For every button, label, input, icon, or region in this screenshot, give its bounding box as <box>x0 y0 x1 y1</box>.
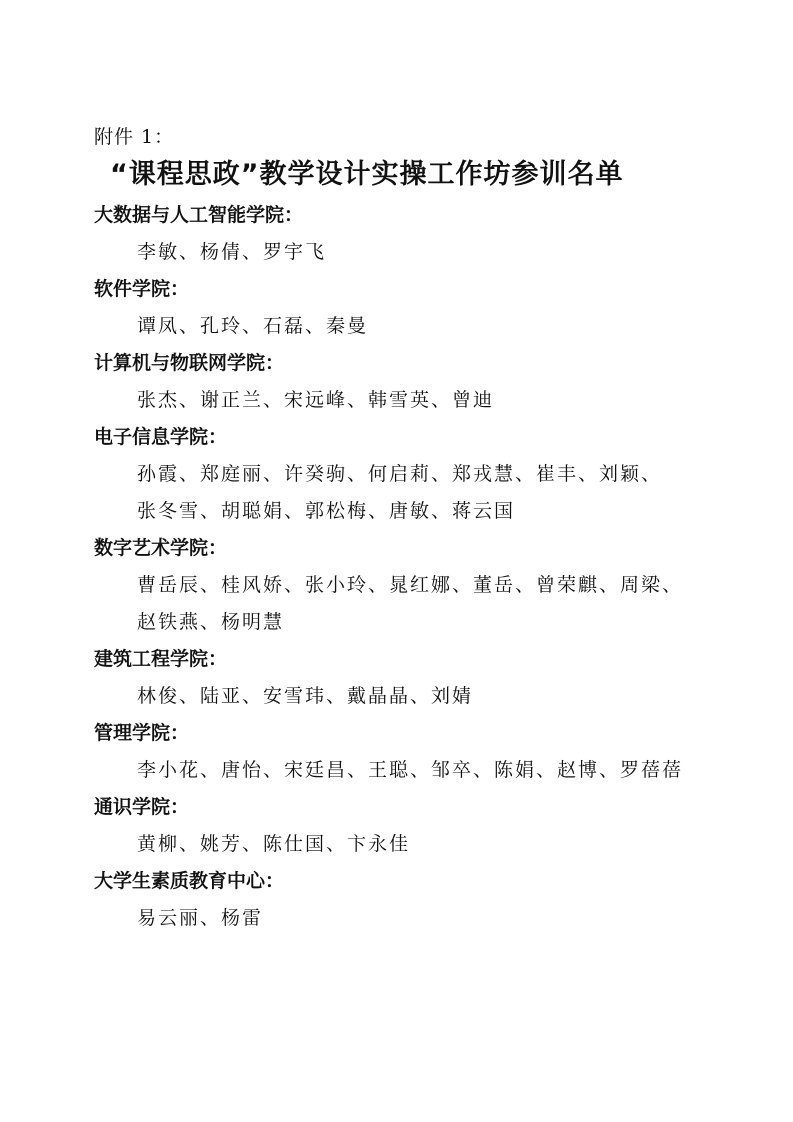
section-heading: 建筑工程学院： <box>94 648 228 670</box>
section-heading: 电子信息学院： <box>94 426 228 448</box>
section-management <box>94 715 714 789</box>
section-heading: 数字艺术学院： <box>94 537 228 559</box>
participant-list <box>94 197 714 937</box>
member-line: 易云丽、杨雷 <box>137 907 264 929</box>
member-names <box>137 826 697 863</box>
member-line: 张冬雪、胡聪娟、郭松梅、唐敏、蒋云国 <box>137 500 516 522</box>
member-line: 黄柳、姚芳、陈仕国、卞永佳 <box>137 833 411 855</box>
member-names <box>137 752 697 789</box>
member-names <box>137 900 697 937</box>
attachment-label: 附件 1： <box>94 126 175 148</box>
member-names <box>137 456 697 530</box>
member-names <box>137 567 697 641</box>
section-bigdata-ai <box>94 197 714 271</box>
member-names <box>137 234 697 271</box>
section-computer-iot <box>94 345 714 419</box>
member-line: 孙霞、郑庭丽、许癸驹、何启莉、郑戎慧、崔丰、刘颖、 <box>137 463 663 485</box>
section-quality-education-center <box>94 863 714 937</box>
section-heading: 软件学院： <box>94 278 190 300</box>
member-line: 赵铁燕、杨明慧 <box>137 611 285 633</box>
member-line: 谭凤、孔玲、石磊、秦曼 <box>137 315 369 337</box>
section-architecture <box>94 641 714 715</box>
section-digital-art <box>94 530 714 641</box>
document-title: “课程思政”教学设计实操工作坊参训名单 <box>110 159 624 190</box>
member-names <box>137 678 697 715</box>
section-heading: 大数据与人工智能学院： <box>94 204 304 226</box>
member-line: 林俊、陆亚、安雪玮、戴晶晶、刘婧 <box>137 685 474 707</box>
section-heading: 通识学院： <box>94 796 190 818</box>
member-names <box>137 382 697 419</box>
section-software <box>94 271 714 345</box>
member-line: 李敏、杨倩、罗宇飞 <box>137 241 327 263</box>
section-electronic-info <box>94 419 714 530</box>
section-general-education <box>94 789 714 863</box>
section-heading: 大学生素质教育中心： <box>94 870 285 892</box>
member-line: 张杰、谢正兰、宋远峰、韩雪英、曾迪 <box>137 389 495 411</box>
member-line: 曹岳辰、桂风娇、张小玲、晁红娜、董岳、曾荣麒、周梁、 <box>137 574 684 596</box>
section-heading: 管理学院： <box>94 722 190 744</box>
member-line: 李小花、唐怡、宋廷昌、王聪、邹卒、陈娟、赵博、罗蓓蓓 <box>137 759 684 781</box>
member-names <box>137 308 697 345</box>
section-heading: 计算机与物联网学院： <box>94 352 285 374</box>
